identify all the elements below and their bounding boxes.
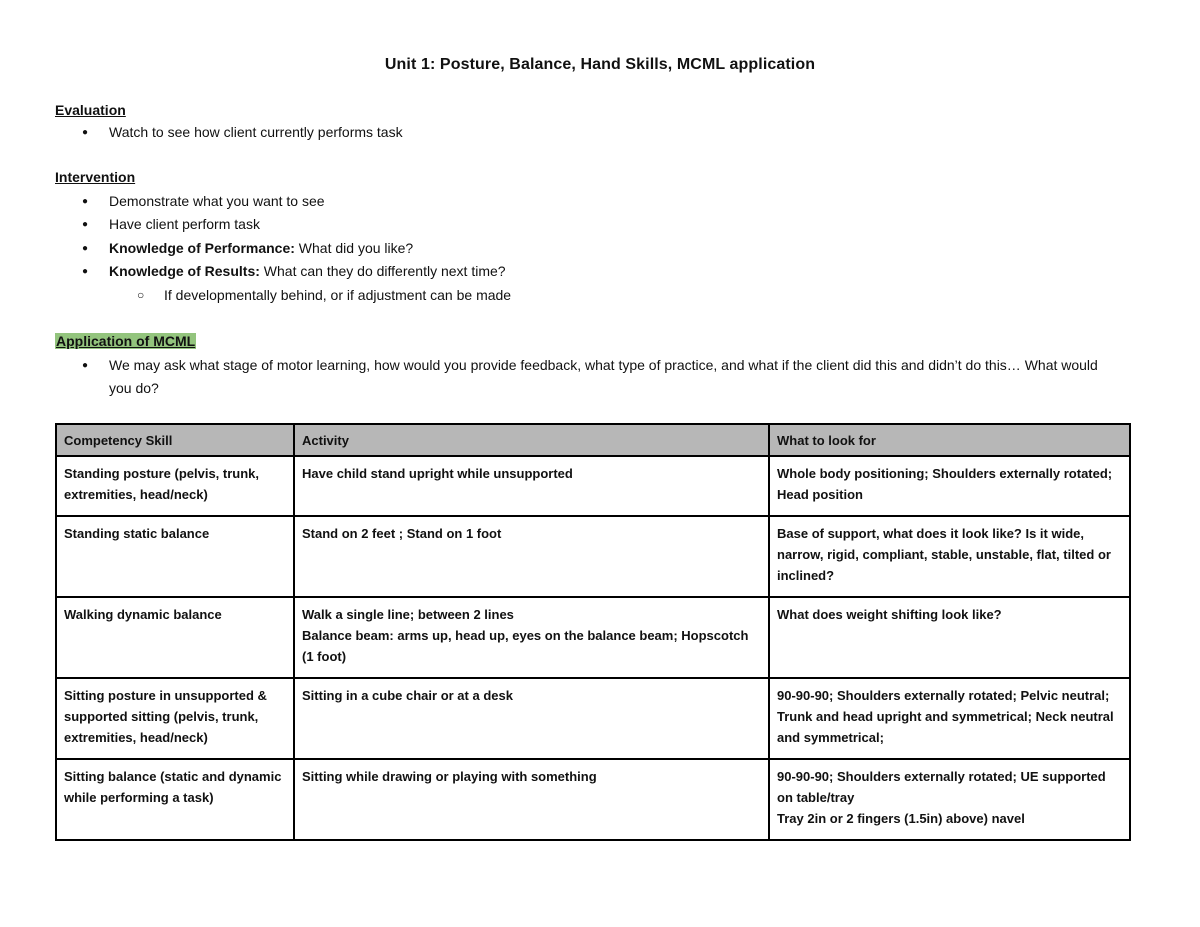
bullet-dot-icon: ●	[82, 127, 89, 138]
bullet-dot-icon: ●	[82, 219, 89, 230]
bullet-bold-term: Knowledge of Performance:	[109, 240, 295, 256]
bullet-dot-icon: ●	[82, 243, 89, 254]
table-row	[56, 597, 1130, 678]
table-row	[56, 516, 1130, 597]
bullet-dot-icon: ●	[82, 360, 89, 371]
column-header-look-for: What to look for	[769, 424, 1130, 456]
cell-activity: Sitting while drawing or playing with something	[294, 759, 769, 840]
hollow-bullet-icon: ○	[137, 288, 145, 302]
cell-look-for: Base of support, what does it look like? Is it wide, narrow, rigid, compliant, stable, unstable, flat, tilted or inclined?	[769, 516, 1130, 597]
table-header-row	[56, 424, 1130, 456]
cell-look-for: What does weight shifting look like?	[769, 597, 1130, 678]
document-page: Unit 1: Posture, Balance, Hand Skills, MCML application Evaluation ● Watch to see how client currently performs task Intervention ● Demonstrate what you want to see ● Have client perform task ● Knowledge of Performance: What did you like? ● Knowledge of Results: What can they do differently next time? ○ If developmentally behind, or if adjustment can be made Application of MCML ● We may ask what stage of motor learning, how would you provide feedback, what type of practice, and what if the client did this and didn’t do this… What would you do? Competency Skill Activity What to look for Standing posture (pelvis, trunk, extremities, head/neck) Have child stand upright while unsupported Whole body positioning; Shoulders externally rotated; Head position Standing static balance Stand on 2 feet ; Stand on 1 foot Base of support, what does it look like? Is it wide, narrow, rigid, compliant, stable, unstable, flat, tilted or inclined? Walking dynamic balance Walk a single line; between 2 lines Balance beam: arms up, head up, eyes on the balance beam; Hopscotch (1 foot) What does weight shifting look like? Sitting posture in unsupported & supported sitting (pelvis, trunk, extremities, head/neck) Sitting in a cube chair or at a desk 90-90-90; Shoulders externally rotated; Pelvic neutral; Trunk and head upright and symmetrical; Neck neutral and symmetrical; Sitting balance (static and dynamic while performing a task) Sitting while drawing or playing with something 90-90-90; Shoulders externally rotated; UE supported on table/tray Tray 2in or 2 fingers (1.5in) above) navel	[0, 0, 1200, 927]
competency-table	[55, 423, 1131, 841]
column-header-competency: Competency Skill	[56, 424, 294, 456]
cell-skill: Standing static balance	[56, 516, 294, 597]
cell-skill: Standing posture (pelvis, trunk, extremities, head/neck)	[56, 456, 294, 516]
application-heading	[55, 333, 196, 349]
table-row	[56, 678, 1130, 759]
cell-look-for: 90-90-90; Shoulders externally rotated; Pelvic neutral; Trunk and head upright and symmetrical; Neck neutral and symmetrical;	[769, 678, 1130, 759]
cell-skill: Sitting posture in unsupported & supported sitting (pelvis, trunk, extremities, head/neck)	[56, 678, 294, 759]
evaluation-heading: Evaluation	[55, 102, 126, 118]
cell-activity: Stand on 2 feet ; Stand on 1 foot	[294, 516, 769, 597]
cell-skill: Sitting balance (static and dynamic while performing a task)	[56, 759, 294, 840]
cell-activity: Have child stand upright while unsupported	[294, 456, 769, 516]
bullet-dot-icon: ●	[82, 266, 89, 277]
cell-activity: Sitting in a cube chair or at a desk	[294, 678, 769, 759]
page-title: Unit 1: Posture, Balance, Hand Skills, MCML application	[384, 56, 816, 73]
cell-activity: Walk a single line; between 2 lines Balance beam: arms up, head up, eyes on the balance beam; Hopscotch (1 foot)	[294, 597, 769, 678]
cell-look-for: Whole body positioning; Shoulders externally rotated; Head position	[769, 456, 1130, 516]
intervention-heading: Intervention	[55, 169, 136, 185]
table-row	[56, 456, 1130, 516]
highlighted-heading-text: Application of MCML	[56, 333, 196, 349]
cell-skill: Walking dynamic balance	[56, 597, 294, 678]
table-row	[56, 759, 1130, 840]
bullet-bold-term: Knowledge of Results:	[109, 263, 260, 279]
bullet-dot-icon: ●	[82, 196, 89, 207]
cell-look-for: 90-90-90; Shoulders externally rotated; UE supported on table/tray Tray 2in or 2 fingers (1.5in) above) navel	[769, 759, 1130, 840]
column-header-activity: Activity	[294, 424, 769, 456]
